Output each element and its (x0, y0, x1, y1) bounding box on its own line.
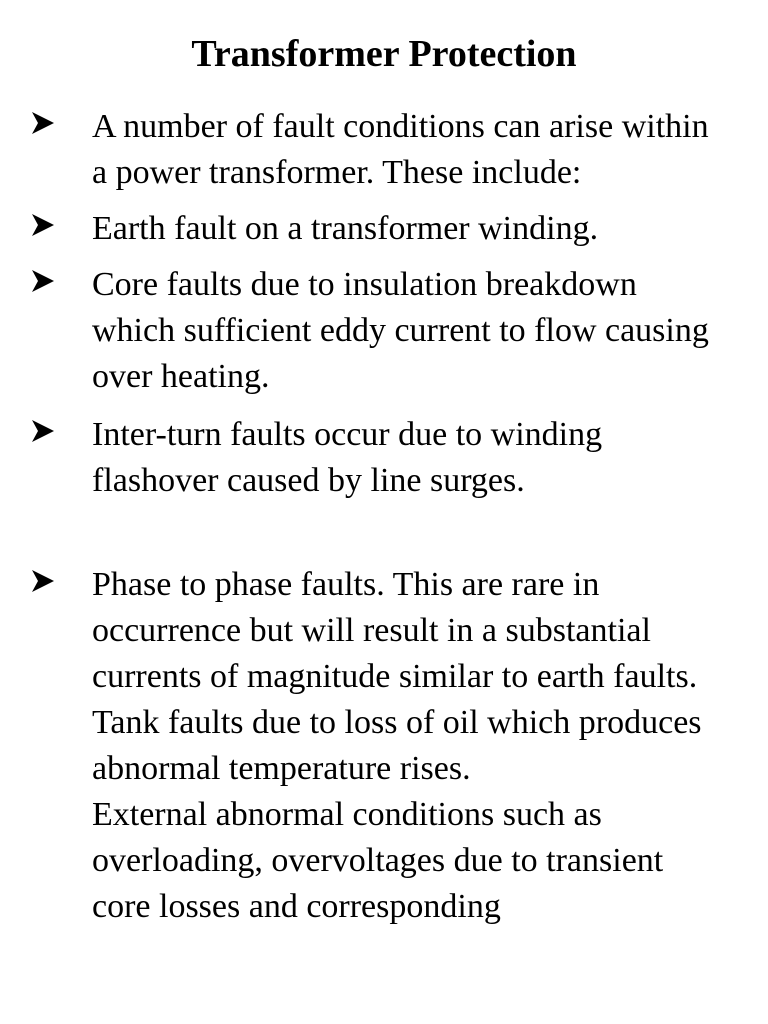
list-item (0, 412, 768, 504)
arrowhead-bullet-icon (30, 418, 56, 444)
continuation-paragraph: External abnormal conditions such as overloading, overvoltages due to transient core losses and corresponding (92, 796, 664, 925)
bullet-text: Phase to phase faults. This are rare in occurrence but will result in a substantial currents of magnitude similar to earth faults. (92, 566, 698, 695)
bullet-list (0, 104, 768, 930)
arrowhead-bullet-icon (30, 568, 56, 594)
list-item (0, 562, 768, 700)
continuation-paragraph: Tank faults due to loss of oil which produces abnormal temperature rises. (92, 704, 702, 787)
slide-title: Transformer Protection (191, 33, 577, 75)
bullet-text: Inter-turn faults occur due to winding flashover caused by line surges. (92, 416, 603, 499)
bullet-text: Core faults due to insulation breakdown which sufficient eddy current to flow causing over heating. (92, 266, 709, 395)
arrowhead-bullet-icon (30, 268, 56, 294)
list-item (0, 262, 768, 400)
list-item (0, 206, 768, 252)
list-item (0, 104, 768, 196)
arrowhead-bullet-icon (30, 110, 56, 136)
bullet-text: A number of fault conditions can arise within a power transformer. These include: (92, 108, 709, 191)
arrowhead-bullet-icon (30, 212, 56, 238)
bullet-text: Earth fault on a transformer winding. (92, 210, 599, 247)
